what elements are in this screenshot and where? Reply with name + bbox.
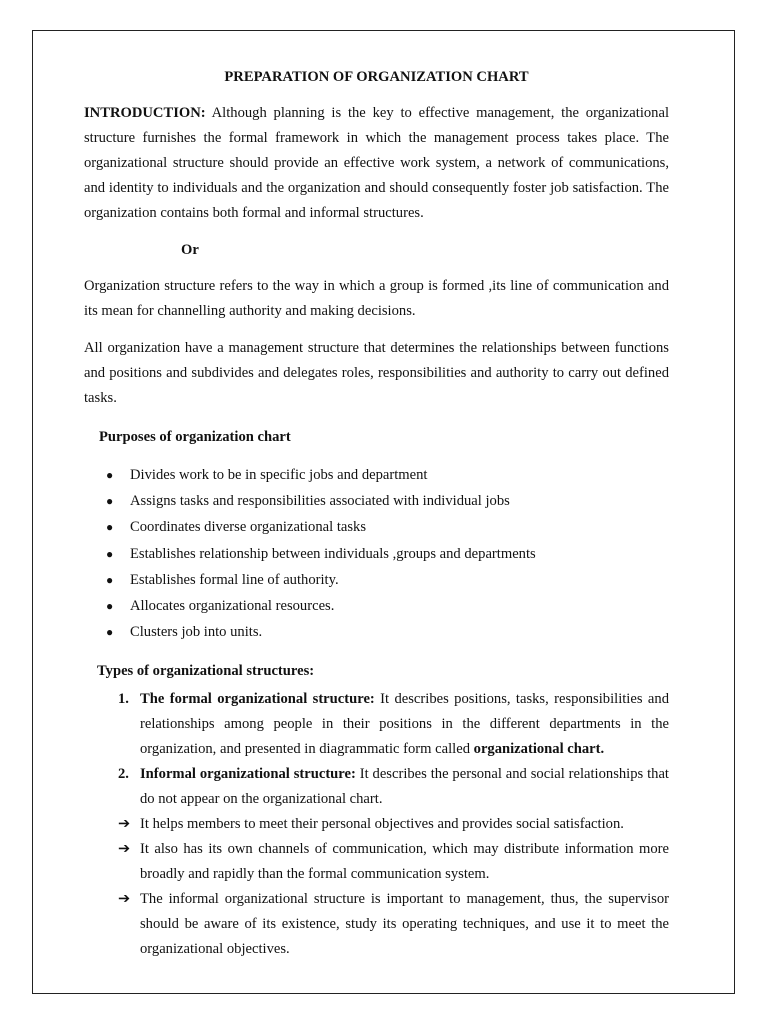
list-item-text: The informal organizational structure is important to management, thus, the supervisor should be aware of its existence, study its operating techniques, and use it to meet the organizational objectives.: [140, 891, 669, 958]
informal-structure-text: It describes the personal and social relationships that do not appear on the organizational chart.: [140, 766, 669, 808]
types-heading: Types of organizational structures:: [97, 663, 315, 680]
arrow-right-icon: ➔: [118, 841, 131, 858]
introduction-paragraph: [84, 101, 669, 226]
or-separator: Or: [181, 242, 199, 258]
introduction-label: INTRODUCTION:: [84, 105, 206, 121]
list-item: [106, 567, 669, 593]
formal-structure-text: It describes positions, tasks, responsibilities and relationships among people in their positions in the different departments in the organization, and presented in diagrammatic form called: [140, 691, 669, 758]
list-item-text: Clusters job into units.: [130, 624, 263, 641]
list-item: [106, 488, 669, 514]
list-item-text: Establishes relationship between individuals ,groups and departments: [130, 545, 536, 562]
bullet-icon: ●: [106, 520, 114, 535]
bullet-icon: ●: [106, 625, 114, 640]
list-item: [118, 812, 669, 837]
list-number: 1.: [118, 691, 129, 708]
list-item-text: Coordinates diverse organizational tasks: [130, 519, 367, 536]
list-item-text: It also has its own channels of communication, which may distribute information more broadly and rapidly than the formal communication system.: [140, 841, 669, 883]
arrow-right-icon: ➔: [118, 891, 131, 908]
management-structure-paragraph: All organization have a management structure that determines the relationships between functions and positions and subdivides and delegates roles, responsibilities and authority to carry out defined tasks.: [84, 340, 669, 406]
list-item-text: It helps members to meet their personal objectives and provides social satisfaction.: [140, 816, 624, 833]
list-number: 2.: [118, 766, 129, 783]
organizational-chart-emphasis: organizational chart.: [473, 741, 605, 758]
bullet-icon: ●: [106, 468, 114, 482]
bullet-icon: ●: [106, 494, 114, 509]
list-item-text: Divides work to be in specific jobs and department: [130, 467, 428, 483]
arrow-right-icon: ➔: [118, 816, 131, 833]
definition-paragraph: Organization structure refers to the way in which a group is formed ,its line of communication and its mean for channelling authority and making decisions.: [84, 278, 669, 319]
list-item: [106, 619, 669, 645]
list-item: [106, 514, 669, 540]
document-title: PREPARATION OF ORGANIZATION CHART: [224, 69, 529, 85]
bullet-icon: ●: [106, 572, 114, 587]
informal-structure-label: Informal organizational structure:: [140, 766, 356, 783]
informal-structure-points: [84, 812, 669, 962]
document-page: [32, 30, 735, 994]
document-content: [84, 67, 669, 962]
list-item-text: Establishes formal line of authority.: [130, 571, 339, 588]
list-item-formal-structure: [118, 687, 669, 762]
introduction-text: Although planning is the key to effective management, the organizational structure furnishes the formal framework in which the management process takes place. The organizational structure should provide an effective work system, a network of communications, and identity to individuals and the organization and should consequently foster job satisfaction. The organization contains both formal and informal structures.: [84, 105, 670, 221]
list-item: [106, 541, 669, 567]
purposes-heading: Purposes of organization chart: [99, 429, 291, 445]
formal-structure-label: The formal organizational structure:: [140, 691, 375, 708]
list-item: [106, 593, 669, 619]
list-item: [118, 837, 669, 887]
bullet-icon: ●: [106, 599, 114, 614]
list-item-text: Allocates organizational resources.: [130, 598, 335, 615]
list-item: [118, 887, 669, 962]
list-item-text: Assigns tasks and responsibilities associated with individual jobs: [130, 493, 510, 510]
list-item: [106, 462, 669, 488]
bullet-icon: ●: [106, 546, 114, 561]
list-item-informal-structure: [118, 762, 669, 812]
purposes-list: [84, 462, 669, 645]
types-list: [84, 687, 669, 812]
